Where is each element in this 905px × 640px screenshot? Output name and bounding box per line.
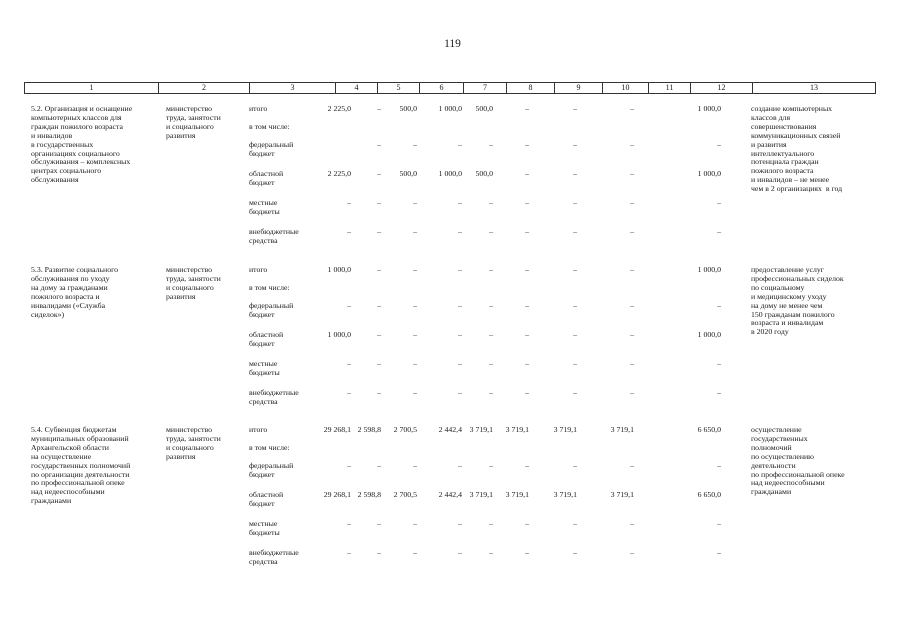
executor-name: министерство труда, занятости и социального развития: [166, 265, 221, 301]
funding-source-label-local: местные бюджеты: [249, 519, 280, 537]
funding-value: –: [413, 461, 417, 470]
measure-description: 5.2. Организация и оснащение компьютерных классов для граждан пожилого возраста и инвалидов в государственных организациях социального обслуживания – комплексных центрах социального обслуживания: [31, 104, 133, 185]
funding-value: –: [413, 519, 417, 528]
funding-value: –: [413, 388, 417, 397]
funding-source-label-total: итого: [249, 265, 268, 274]
funding-value: 2 700,5: [393, 425, 417, 434]
funding-value: –: [573, 227, 577, 236]
funding-value: –: [347, 461, 351, 470]
funding-value: –: [525, 519, 529, 528]
funding-value: –: [717, 359, 721, 368]
funding-value: 2 225,0: [327, 169, 351, 178]
funding-value: 3 719,1: [553, 490, 577, 499]
funding-value: 3 719,1: [469, 425, 493, 434]
funding-value: –: [377, 227, 381, 236]
funding-value: –: [630, 359, 634, 368]
funding-value: –: [377, 301, 381, 310]
funding-value: –: [717, 548, 721, 557]
funding-value: –: [489, 198, 493, 207]
funding-value: –: [630, 519, 634, 528]
funding-value: –: [573, 104, 577, 113]
funding-value: 1 000,0: [697, 104, 721, 113]
funding-value: –: [347, 227, 351, 236]
funding-value: –: [413, 198, 417, 207]
funding-value: –: [573, 548, 577, 557]
funding-value: –: [630, 227, 634, 236]
funding-value: 2 598,8: [357, 425, 381, 434]
funding-value: –: [573, 140, 577, 149]
funding-value: –: [458, 227, 462, 236]
funding-value: –: [717, 301, 721, 310]
funding-value: –: [630, 548, 634, 557]
funding-value: –: [717, 519, 721, 528]
funding-source-label-including: в том числе:: [249, 122, 290, 131]
funding-value: –: [573, 301, 577, 310]
header-col-12: 12: [691, 83, 753, 93]
funding-value: 1 000,0: [438, 169, 462, 178]
funding-value: 2 442,4: [438, 490, 462, 499]
header-col-11: 11: [649, 83, 691, 93]
funding-value: –: [525, 227, 529, 236]
funding-value: 2 225,0: [327, 104, 351, 113]
funding-value: –: [573, 198, 577, 207]
funding-value: –: [377, 330, 381, 339]
expected-result: осуществление государственных полномочий по осуществлению деятельности по профессиональной опеке над недееспособными гражданами: [751, 425, 845, 497]
header-col-13: 13: [810, 83, 818, 92]
funding-value: –: [489, 548, 493, 557]
funding-value: 6 650,0: [697, 425, 721, 434]
funding-value: –: [489, 140, 493, 149]
funding-value: –: [573, 388, 577, 397]
funding-value: –: [458, 330, 462, 339]
funding-value: –: [489, 519, 493, 528]
funding-value: –: [347, 519, 351, 528]
funding-value: –: [458, 140, 462, 149]
header-col-10: 10: [603, 83, 649, 93]
funding-value: 1 000,0: [697, 265, 721, 274]
funding-value: –: [377, 198, 381, 207]
funding-value: –: [525, 388, 529, 397]
funding-value: 1 000,0: [438, 104, 462, 113]
funding-value: –: [377, 461, 381, 470]
funding-value: –: [413, 227, 417, 236]
funding-value: –: [630, 198, 634, 207]
funding-source-label-regional: областной бюджет: [249, 490, 284, 508]
funding-value: 3 719,1: [469, 490, 493, 499]
funding-value: –: [377, 169, 381, 178]
header-col-7: 7: [464, 83, 507, 93]
table-header-row: [24, 82, 876, 94]
funding-value: –: [413, 301, 417, 310]
measure-description: 5.4. Субвенция бюджетам муниципальных образований Архангельской области на осуществление государственных полномочий по организации деятельности по профессиональной опеке над недееспособными гражданами: [31, 425, 131, 506]
funding-value: –: [377, 548, 381, 557]
funding-source-label-total: итого: [249, 104, 268, 113]
funding-value: 6 650,0: [697, 490, 721, 499]
funding-value: 3 719,1: [553, 425, 577, 434]
header-col-6: 6: [420, 83, 464, 93]
funding-source-label-total: итого: [249, 425, 268, 434]
funding-value: –: [573, 169, 577, 178]
funding-value: 3 719,1: [505, 490, 529, 499]
funding-value: –: [489, 265, 493, 274]
funding-value: –: [413, 548, 417, 557]
funding-value: –: [630, 461, 634, 470]
header-col-9: 9: [555, 83, 603, 93]
measure-description: 5.3. Развитие социального обслуживания по уходу на дому за гражданами пожилого возраста и инвалидами («Служба сиделок»): [31, 265, 119, 319]
funding-value: –: [347, 388, 351, 397]
funding-value: –: [458, 359, 462, 368]
funding-value: –: [525, 548, 529, 557]
funding-value: –: [525, 169, 529, 178]
funding-value: –: [717, 461, 721, 470]
funding-value: 29 268,1: [323, 490, 351, 499]
funding-value: 500,0: [399, 104, 417, 113]
funding-value: –: [413, 140, 417, 149]
funding-value: –: [630, 301, 634, 310]
funding-source-label-local: местные бюджеты: [249, 198, 280, 216]
funding-value: –: [573, 265, 577, 274]
funding-value: 3 719,1: [610, 490, 634, 499]
header-col-8: 8: [507, 83, 555, 93]
funding-value: –: [458, 519, 462, 528]
funding-value: –: [413, 265, 417, 274]
funding-value: –: [458, 301, 462, 310]
funding-value: 1 000,0: [327, 265, 351, 274]
funding-source-label-extra: внебюджетные средства: [249, 227, 299, 245]
funding-value: –: [458, 198, 462, 207]
funding-value: –: [489, 301, 493, 310]
funding-value: –: [525, 265, 529, 274]
funding-value: –: [630, 330, 634, 339]
funding-value: –: [630, 104, 634, 113]
funding-value: –: [377, 265, 381, 274]
funding-value: –: [573, 461, 577, 470]
funding-value: 500,0: [399, 169, 417, 178]
executor-name: министерство труда, занятости и социального развития: [166, 425, 221, 461]
funding-value: –: [525, 301, 529, 310]
funding-source-label-including: в том числе:: [249, 443, 290, 452]
funding-value: –: [525, 359, 529, 368]
funding-value: –: [458, 265, 462, 274]
funding-value: –: [347, 548, 351, 557]
header-col-2: 2: [159, 83, 250, 93]
funding-value: –: [377, 519, 381, 528]
funding-value: –: [377, 359, 381, 368]
page-number: 119: [444, 38, 461, 50]
funding-value: –: [525, 330, 529, 339]
funding-value: –: [630, 388, 634, 397]
funding-value: 1 000,0: [697, 330, 721, 339]
funding-value: –: [717, 388, 721, 397]
funding-value: –: [573, 330, 577, 339]
funding-value: –: [489, 359, 493, 368]
funding-value: –: [489, 461, 493, 470]
funding-source-label-including: в том числе:: [249, 283, 290, 292]
funding-source-label-federal: федеральный бюджет: [249, 301, 294, 319]
header-col-3: 3: [250, 83, 336, 93]
funding-value: –: [525, 104, 529, 113]
funding-value: 500,0: [475, 169, 493, 178]
funding-source-label-federal: федеральный бюджет: [249, 461, 294, 479]
funding-value: –: [489, 388, 493, 397]
funding-value: 2 598,8: [357, 490, 381, 499]
funding-value: 2 442,4: [438, 425, 462, 434]
funding-value: 3 719,1: [505, 425, 529, 434]
header-col-4: 4: [336, 83, 378, 93]
funding-value: –: [525, 461, 529, 470]
funding-value: –: [630, 265, 634, 274]
executor-name: министерство труда, занятости и социального развития: [166, 104, 221, 140]
funding-value: –: [717, 140, 721, 149]
header-col-5: 5: [378, 83, 420, 93]
funding-value: –: [413, 330, 417, 339]
funding-value: –: [489, 330, 493, 339]
funding-value: –: [458, 461, 462, 470]
funding-value: –: [573, 519, 577, 528]
funding-source-label-local: местные бюджеты: [249, 359, 280, 377]
funding-value: –: [717, 198, 721, 207]
funding-value: –: [525, 198, 529, 207]
funding-source-label-extra: внебюджетные средства: [249, 388, 299, 406]
funding-source-label-federal: федеральный бюджет: [249, 140, 294, 158]
funding-source-label-regional: областной бюджет: [249, 330, 284, 348]
funding-value: –: [377, 104, 381, 113]
funding-value: –: [377, 388, 381, 397]
header-col-1: 1: [25, 83, 159, 93]
funding-source-label-extra: внебюджетные средства: [249, 548, 299, 566]
funding-value: 29 268,1: [323, 425, 351, 434]
funding-value: –: [489, 227, 493, 236]
funding-value: –: [347, 301, 351, 310]
funding-value: –: [377, 140, 381, 149]
funding-value: –: [458, 548, 462, 557]
funding-value: –: [630, 169, 634, 178]
funding-value: –: [347, 198, 351, 207]
funding-value: 1 000,0: [697, 169, 721, 178]
funding-value: –: [458, 388, 462, 397]
funding-value: 3 719,1: [610, 425, 634, 434]
funding-value: 2 700,5: [393, 490, 417, 499]
funding-value: 1 000,0: [327, 330, 351, 339]
expected-result: предоставление услуг профессиональных сиделок по социальному и медицинскому уходу на дому не менее чем 150 гражданам пожилого возраста и инвалидам в 2020 году: [751, 265, 844, 337]
funding-value: –: [717, 227, 721, 236]
funding-value: 500,0: [475, 104, 493, 113]
funding-value: –: [525, 140, 529, 149]
expected-result: создание компьютерных классов для совершенствования коммуникационных связей и развития интеллектуального потенциала граждан пожилого возраста и инвалидов – не менее чем в 2 организациях в год: [751, 104, 843, 194]
funding-source-label-regional: областной бюджет: [249, 169, 284, 187]
funding-value: –: [573, 359, 577, 368]
funding-value: –: [413, 359, 417, 368]
funding-value: –: [630, 140, 634, 149]
funding-value: –: [347, 359, 351, 368]
